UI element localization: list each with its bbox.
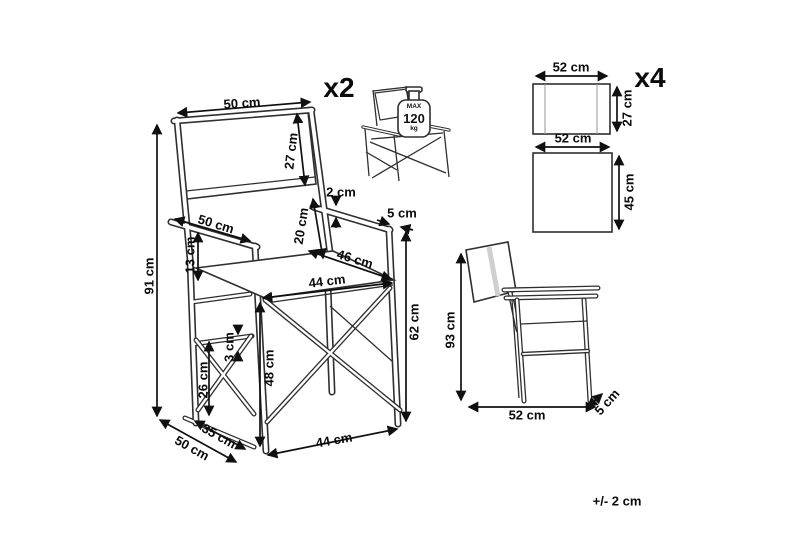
dim-label-side-frame-thickness: 5 cm xyxy=(591,385,623,419)
dim-label-seat-height: 48 cm xyxy=(261,349,277,387)
dim-label-total-height: 91 cm xyxy=(141,257,157,295)
dim-label-small-panel-width: 52 cm xyxy=(552,59,590,75)
dim-label-seat-depth: 46 cm xyxy=(335,246,375,272)
dim-label-large-panel-width: 52 cm xyxy=(554,130,592,146)
dim-label-side-height: 93 cm xyxy=(442,311,458,349)
dim-label-armrest-height: 62 cm xyxy=(406,303,422,341)
dim-label-armrest-to-seat: 13 cm xyxy=(182,236,198,274)
dim-label-armrest-front-width: 5 cm xyxy=(387,205,417,221)
dim-label-base-side-depth: 35 cm xyxy=(199,420,239,452)
dim-label-small-panel-height: 27 cm xyxy=(619,89,635,127)
dim-label-large-panel-height: 45 cm xyxy=(621,173,637,211)
dim-label-back-height: 27 cm xyxy=(281,131,301,171)
side-view-chair-drawing xyxy=(466,242,598,401)
max-load-unit: kg xyxy=(410,124,418,132)
dim-label-side-depth: 52 cm xyxy=(508,407,546,423)
dim-line-armrest-front-width-b xyxy=(401,227,413,230)
dim-label-base-width: 44 cm xyxy=(314,429,354,451)
fabric-panel-large xyxy=(533,153,612,232)
dim-label-armrest-length: 50 cm xyxy=(196,211,236,237)
max-load-value: 120 xyxy=(403,110,425,126)
mini-chair-drawing xyxy=(363,86,449,181)
fabric-panel-small xyxy=(533,84,610,134)
max-load-badge xyxy=(403,104,425,132)
dim-label-stretcher-thickness: 3 cm xyxy=(221,332,237,362)
dim-label-stretcher-height: 26 cm xyxy=(195,361,211,399)
dim-label-back-width: 50 cm xyxy=(223,94,261,112)
front-view-quantity-label: x2 xyxy=(323,72,355,103)
panels-quantity-label: x4 xyxy=(634,62,666,93)
max-load-label: MAX xyxy=(406,103,422,110)
dim-label-seat-width: 44 cm xyxy=(307,271,347,291)
dim-label-armrest-thickness: 2 cm xyxy=(326,184,356,200)
tolerance-note: +/- 2 cm xyxy=(592,493,642,509)
dim-label-back-to-seat: 20 cm xyxy=(290,206,312,246)
dim-label-base-depth: 50 cm xyxy=(172,432,212,464)
